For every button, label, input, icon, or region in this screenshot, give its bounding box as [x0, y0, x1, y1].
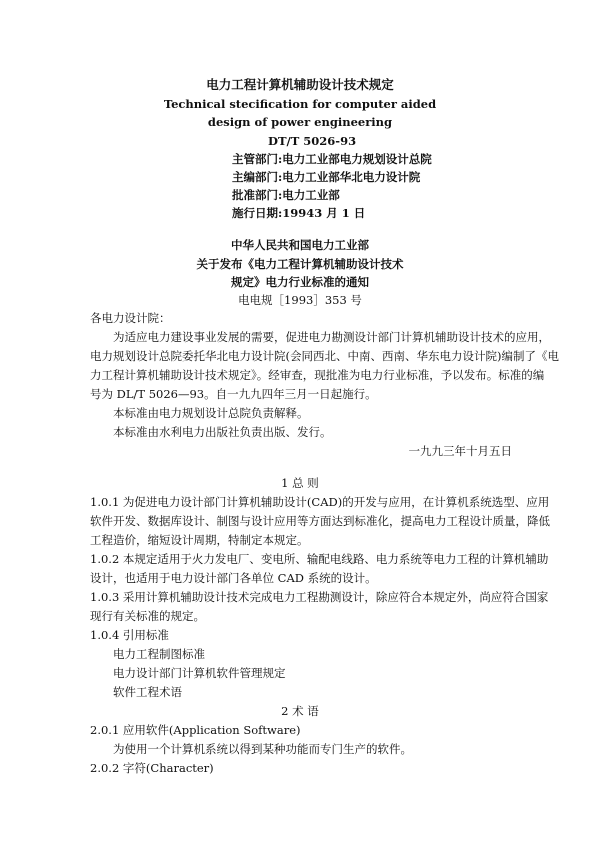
clause-1-0-2: 1.0.2 本规定适用于火力发电厂、变电所、输配电线路、电力系统等电力工程的计算机辅助: [90, 552, 549, 566]
reference-item: 电力工程制图标准: [113, 647, 205, 661]
chapter2-heading: 2 术 语: [281, 704, 319, 718]
notice-paragraph-line: 电力规划设计总院委托华北电力设计院(会同西北、中南、西南、华东电力设计院)编制了《电: [90, 349, 559, 363]
notice-publisher: 本标准由水利电力出版社负责出版、发行。: [113, 425, 332, 439]
clause-text-line: 设计，也适用于电力设计部门各单位 CAD 系统的设计。: [90, 571, 377, 585]
notice-interpretation: 本标准由电力规划设计总院负责解释。: [113, 406, 309, 420]
notice-paragraph-line: 力工程计算机辅助设计技术规定》。经审查，现批准为电力行业标准，予以发布。标准的编: [90, 368, 545, 382]
notice-title-line1: 关于发布《电力工程计算机辅助设计技术: [196, 257, 404, 271]
notice-title-line2: 规定》电力行业标准的通知: [231, 275, 369, 289]
department-approval: 批准部门:电力工业部: [232, 188, 340, 202]
notice-doc-number: 电电规［1993］353 号: [238, 293, 362, 307]
clause-1-0-4: 1.0.4 引用标准: [90, 628, 169, 642]
clause-2-0-1-definition: 为使用一个计算机系统以得到某种功能而专门生产的软件。: [113, 742, 412, 756]
clause-2-0-1: 2.0.1 应用软件(Application Software): [90, 723, 301, 737]
reference-item: 电力设计部门计算机软件管理规定: [113, 666, 286, 680]
chapter1-heading: 1 总 则: [281, 476, 319, 490]
standard-title-en-line2: design of power engineering: [207, 115, 393, 129]
clause-text-line: 现行有关标准的规定。: [90, 609, 205, 623]
standard-code: DT/T 5026-93: [268, 134, 357, 148]
notice-issuer: 中华人民共和国电力工业部: [231, 238, 369, 252]
clause-1-0-1: 1.0.1 为促进电力设计部门计算机辅助设计(CAD)的开发与应用，在计算机系统选型、应用: [90, 495, 550, 509]
reference-item: 软件工程术语: [113, 685, 182, 699]
notice-paragraph-line: 为适应电力建设事业发展的需要，促进电力勘测设计部门计算机辅助设计技术的应用，: [113, 330, 550, 344]
standard-title-en-line1: Technical stecification for computer aided: [163, 97, 437, 111]
effective-date: 施行日期:19943 月 1 日: [232, 206, 366, 220]
clause-2-0-2: 2.0.2 字符(Character): [90, 761, 214, 775]
department-responsible: 主管部门:电力工业部电力规划设计总院: [232, 152, 432, 166]
notice-paragraph-line: 号为 DL/T 5026—93。自一九九四年三月一日起施行。: [90, 387, 377, 401]
notice-date: 一九九三年十月五日: [408, 444, 512, 458]
department-editor: 主编部门:电力工业部华北电力设计院: [232, 170, 421, 184]
clause-text-line: 工程造价，缩短设计周期，特制定本规定。: [90, 533, 309, 547]
clause-1-0-3: 1.0.3 采用计算机辅助设计技术完成电力工程勘测设计，除应符合本规定外，尚应符合国家: [90, 590, 549, 604]
standard-title-cn: 电力工程计算机辅助设计技术规定: [206, 77, 394, 92]
notice-salutation: 各电力设计院：: [90, 311, 171, 325]
clause-text-line: 软件开发、数据库设计、制图与设计应用等方面达到标准化，提高电力工程设计质量，降低: [90, 514, 550, 528]
